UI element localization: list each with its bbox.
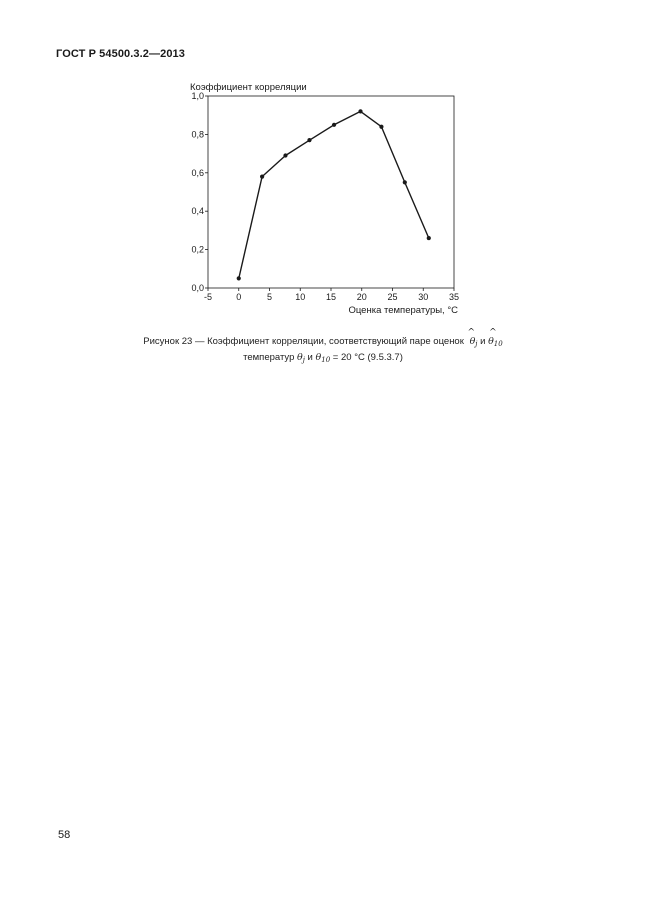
x-tick-label: 25 <box>387 292 398 302</box>
data-point <box>379 125 383 129</box>
data-point <box>260 175 264 179</box>
hat-mark: ^ <box>467 328 476 338</box>
y-tick-label: 0,6 <box>191 167 204 178</box>
correlation-chart <box>0 0 646 330</box>
figure-caption-line-1 <box>0 328 646 348</box>
theta-j-hat-symbol: ^ $\theta_j$ <box>467 328 478 348</box>
caption-suffix: = 20 °C (9.5.3.7) <box>332 352 403 363</box>
x-tick-label: 15 <box>325 292 337 302</box>
caption-prefix: температур <box>243 352 295 363</box>
x-tick-label: 5 <box>266 292 273 302</box>
theta-10-hat-symbol: ^ $\theta_{10}$ <box>488 328 503 348</box>
theta-10-symbol: $\theta_{10}$ <box>315 352 331 364</box>
figure-caption-line-2 <box>0 352 646 364</box>
x-axis-ticks <box>204 288 459 302</box>
data-point <box>427 236 431 240</box>
data-point <box>403 180 407 184</box>
caption-text: Рисунок 23 — Коэффициент корреляции, соответствующий паре оценок <box>143 336 464 347</box>
y-tick-label: 0,8 <box>191 129 204 140</box>
x-tick-label: 35 <box>448 292 460 302</box>
theta-j-symbol: $\theta_j$ <box>297 352 305 364</box>
x-tick-label: 30 <box>418 292 429 302</box>
document-code: ГОСТ Р 54500.3.2—2013 <box>56 48 185 60</box>
y-tick-label: 0,2 <box>191 244 204 255</box>
caption-and-2: и <box>307 352 313 363</box>
caption-and: и <box>480 336 486 347</box>
data-point <box>237 276 241 280</box>
data-point <box>358 109 362 113</box>
data-point <box>283 153 287 157</box>
x-tick-label: 0 <box>236 292 242 302</box>
data-point <box>332 123 336 127</box>
data-point <box>307 138 311 142</box>
y-tick-label: 0,4 <box>191 206 204 217</box>
x-tick-label: 20 <box>356 292 367 302</box>
x-tick-label: 10 <box>295 292 306 302</box>
y-axis-ticks <box>191 91 208 293</box>
y-tick-label: 0,0 <box>191 283 204 293</box>
hat-mark: ^ <box>489 328 497 338</box>
y-axis-label: Коэффициент корреляции <box>190 82 307 93</box>
plot-frame <box>208 96 454 288</box>
page-number: 58 <box>58 829 71 841</box>
x-axis-label: Оценка температуры, °C <box>348 305 458 316</box>
series-layer <box>237 109 431 280</box>
y-tick-label: 1,0 <box>191 91 204 101</box>
series-line <box>239 111 429 278</box>
x-tick-label: -5 <box>203 292 213 302</box>
